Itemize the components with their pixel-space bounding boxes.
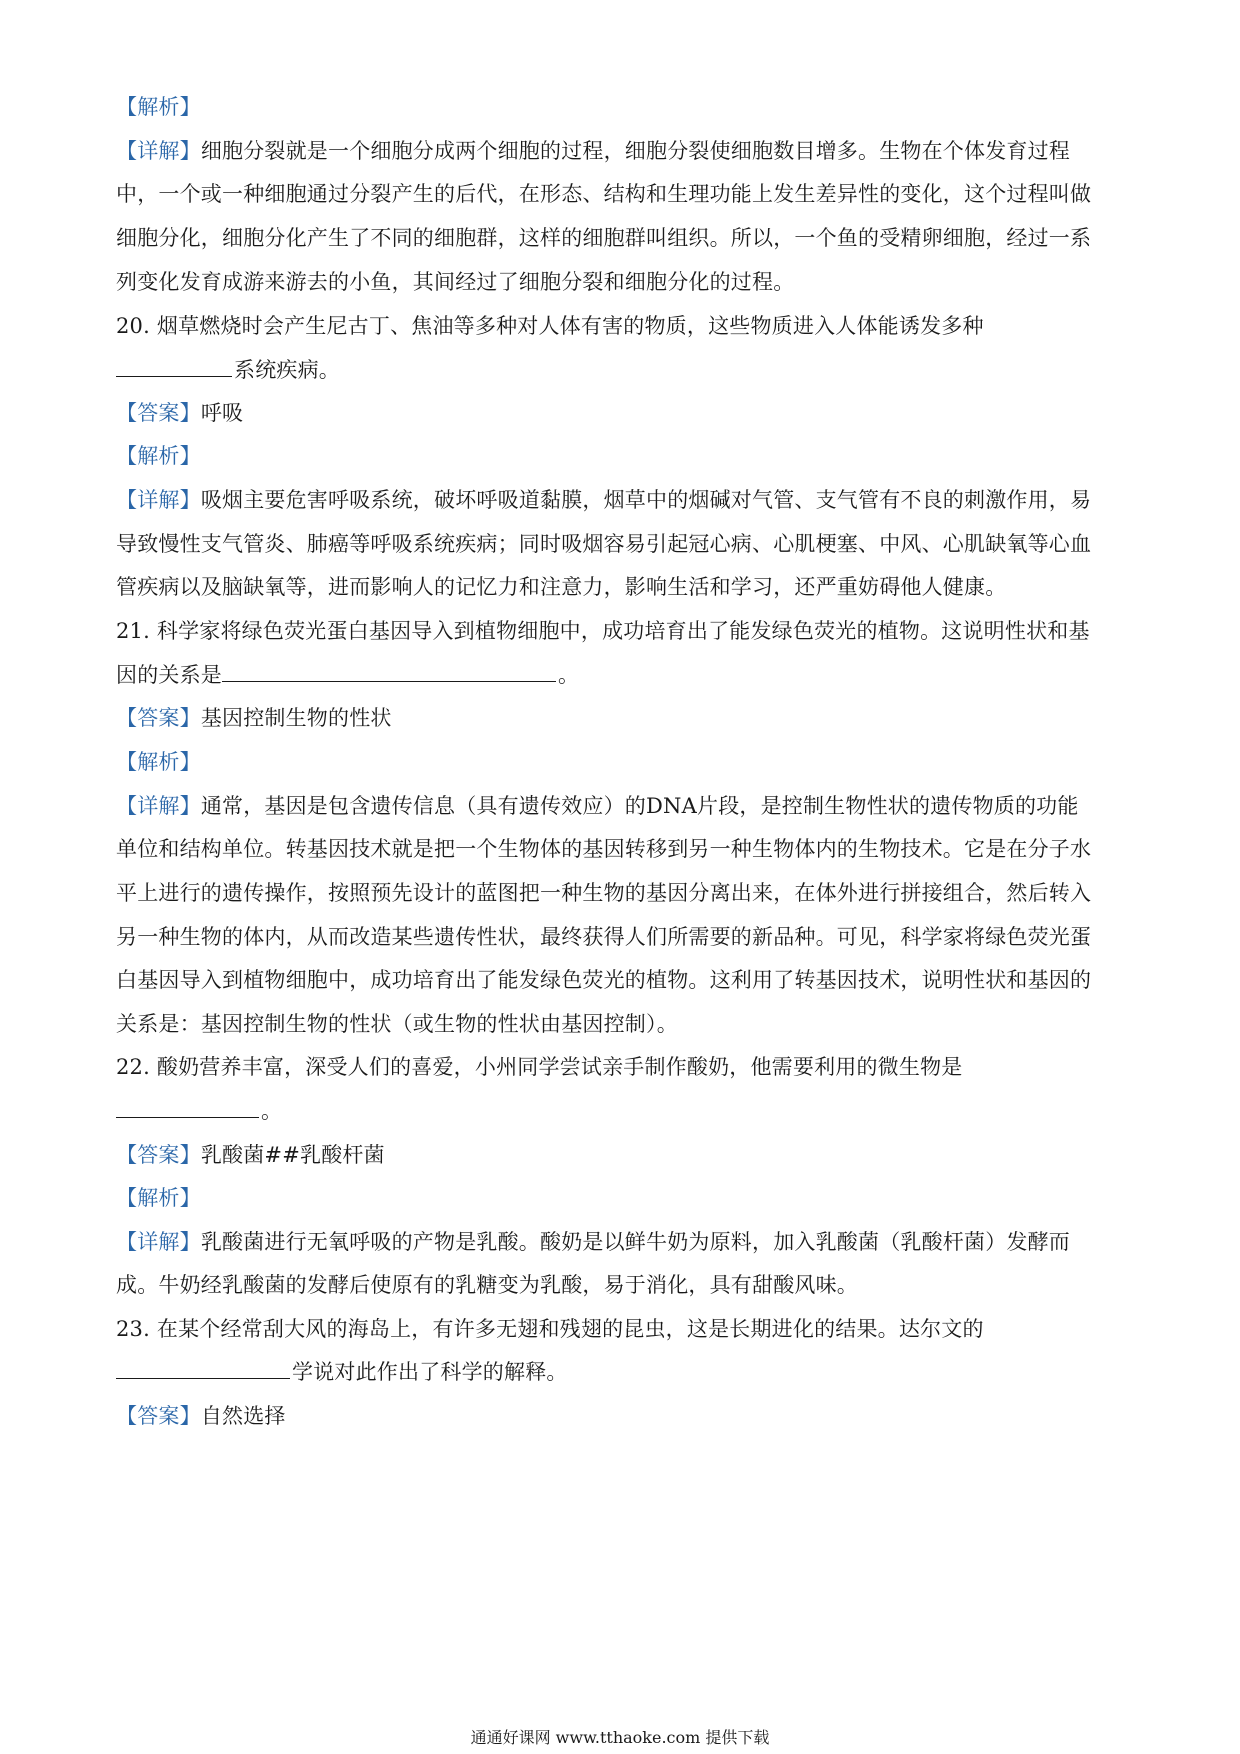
q22-detail-line-2: 成。牛奶经乳酸菌的发酵后使原有的乳糖变为乳酸，易于消化，具有甜酸风味。 xyxy=(116,1273,858,1297)
q23-answer: 【答案】自然选择 xyxy=(116,1404,286,1428)
q20-detail-line-2: 导致慢性支气管炎、肺癌等呼吸系统疾病；同时吸烟容易引起冠心病、心肌梗塞、中风、心肌缺氧等心血 xyxy=(116,532,1092,556)
q20-answer-blank xyxy=(116,356,232,377)
q21-analysis-tag: 【解析】 xyxy=(116,750,201,774)
q22-question-line-2: 。 xyxy=(116,1096,282,1126)
q20-answer: 【答案】呼吸 xyxy=(116,401,244,425)
q21-question-line-1: 21. 科学家将绿色荧光蛋白基因导入到植物细胞中，成功培育出了能发绿色荧光的植物。这说明性状和基 xyxy=(116,619,1090,643)
q21-answer-blank xyxy=(222,661,556,682)
q22-answer-blank xyxy=(116,1097,259,1118)
q23-question-line-1: 23. 在某个经常刮大风的海岛上，有许多无翅和残翅的昆虫，这是长期进化的结果。达尔文的 xyxy=(116,1317,984,1341)
footer-source: 通通好课网 www.tthaoke.com 提供下载 xyxy=(470,1728,770,1747)
q20-question-line-1: 20. 烟草燃烧时会产生尼古丁、焦油等多种对人体有害的物质，这些物质进入人体能诱发多种 xyxy=(116,314,984,338)
q19-analysis-tag: 【解析】 xyxy=(116,95,201,119)
q20-question-line-2: 系统疾病。 xyxy=(116,355,340,385)
q20-detail-line-3: 管疾病以及脑缺氧等，进而影响人的记忆力和注意力，影响生活和学习，还严重妨碍他人健康。 xyxy=(116,575,1007,599)
q20-analysis-tag: 【解析】 xyxy=(116,444,201,468)
q21-detail-line-5: 白基因导入到植物细胞中，成功培育出了能发绿色荧光的植物。这利用了转基因技术，说明性状和基因的 xyxy=(116,968,1092,992)
q21-detail-line-2: 单位和结构单位。转基因技术就是把一个生物体的基因转移到另一种生物体内的生物技术。它是在分子水 xyxy=(116,837,1092,861)
q21-detail-line-6: 关系是：基因控制生物的性状（或生物的性状由基因控制）。 xyxy=(116,1012,678,1036)
q19-detail-line-3: 细胞分化，细胞分化产生了不同的细胞群，这样的细胞群叫组织。所以，一个鱼的受精卵细胞，经过一系 xyxy=(116,226,1092,250)
q19-detail-line-2: 中，一个或一种细胞通过分裂产生的后代，在形态、结构和生理功能上发生差异性的变化，这个过程叫做 xyxy=(116,182,1092,206)
q21-question-line-2: 因的关系是 。 xyxy=(116,663,580,687)
q22-answer: 【答案】乳酸菌##乳酸杆菌 xyxy=(116,1143,385,1167)
q20-detail-line-1: 【详解】吸烟主要危害呼吸系统，破坏呼吸道黏膜，烟草中的烟碱对气管、支气管有不良的刺激作用，易 xyxy=(116,488,1092,512)
q22-detail-line-1: 【详解】乳酸菌进行无氧呼吸的产物是乳酸。酸奶是以鲜牛奶为原料，加入乳酸菌（乳酸杆菌）发酵而 xyxy=(116,1230,1071,1254)
q19-detail-line-4: 列变化发育成游来游去的小鱼，其间经过了细胞分裂和细胞分化的过程。 xyxy=(116,270,795,294)
q21-detail-line-4: 另一种生物的体内，从而改造某些遗传性状，最终获得人们所需要的新品种。可见，科学家将绿色荧光蛋 xyxy=(116,925,1092,949)
q23-answer-blank xyxy=(116,1358,290,1379)
q23-question-line-2: 学说对此作出了科学的解释。 xyxy=(116,1357,568,1387)
q21-detail-line-3: 平上进行的遗传操作，按照预先设计的蓝图把一种生物的基因分离出来，在体外进行拼接组合，然后转入 xyxy=(116,881,1092,905)
q19-detail-line-1: 【详解】细胞分裂就是一个细胞分成两个细胞的过程，细胞分裂使细胞数目增多。生物在个体发育过程 xyxy=(116,139,1071,163)
q21-detail-line-1: 【详解】通常，基因是包含遗传信息（具有遗传效应）的DNA片段，是控制生物性状的遗传物质的功能 xyxy=(116,794,1079,818)
q22-analysis-tag: 【解析】 xyxy=(116,1186,201,1210)
q22-question-line-1: 22. 酸奶营养丰富，深受人们的喜爱，小州同学尝试亲手制作酸奶，他需要利用的微生物是 xyxy=(116,1055,963,1079)
q21-answer: 【答案】基因控制生物的性状 xyxy=(116,706,392,730)
